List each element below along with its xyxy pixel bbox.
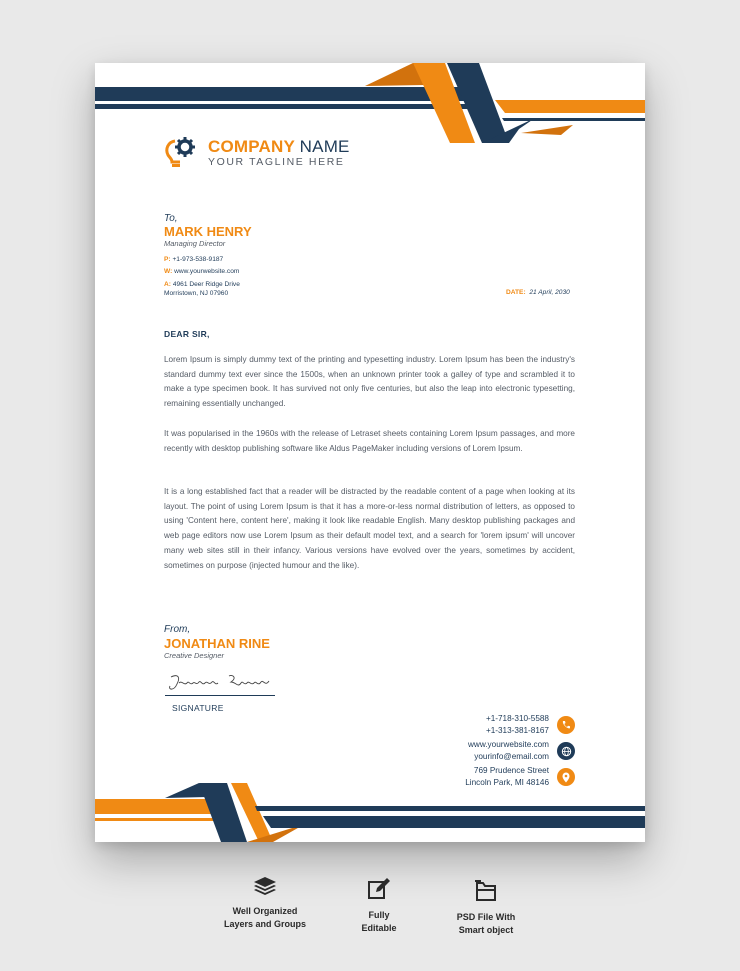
contact-email: yourinfo@email.com (474, 751, 549, 761)
from-label: From, (164, 624, 191, 635)
feature-editable-line2: Editable (361, 923, 397, 933)
sender-name: JONATHAN RINE (164, 636, 270, 651)
edit-icon (367, 876, 391, 900)
contact-website: www.yourwebsite.com (468, 740, 549, 749)
lightbulb-gear-logo-icon (163, 133, 203, 173)
company-name: COMPANY NAME (208, 137, 350, 156)
recipient-website: W: www.yourwebsite.com (164, 268, 240, 275)
feature-layers (205, 876, 325, 931)
to-label: To, (164, 213, 178, 224)
signature-line (165, 695, 275, 696)
recipient-role: Managing Director (164, 239, 226, 248)
contact-address-1: 769 Prudence Street (473, 766, 549, 775)
contact-phones (486, 713, 549, 736)
letter-date: DATE: 21 April, 2030 (506, 289, 570, 296)
contact-address-2: Lincoln Park, MI 48146 (465, 777, 549, 787)
company-tagline: YOUR TAGLINE HERE (208, 156, 345, 168)
body-paragraph-1: Lorem Ipsum is simply dummy text of the printing and typesetting industry. Lorem Ipsum has been the industry's standard dummy text ever since the 1500s, when an unknown printer took a galley of type and scrambled it to make a type specimen book. It has survived not only five centuries, but also the leap into electronic typesetting, remaining essentially unchanged. (164, 355, 575, 409)
handwritten-signature (165, 668, 277, 698)
recipient-name: MARK HENRY (164, 224, 252, 239)
footer-stripes-decoration (95, 778, 645, 842)
body-paragraph-2: It was popularised in the 1960s with the release of Letraset sheets containing Lorem Ipsum passages, and more recently with desktop publishing software like Aldus PageMaker including versions of Lorem Ipsum. (164, 429, 575, 453)
phone-icon (557, 716, 575, 734)
contact-phone-1: +1-718-310-5588 (485, 714, 549, 723)
contact-phone-2: +1-313-381-8167 (485, 725, 549, 735)
feature-editable (334, 876, 424, 935)
signature-label: SIGNATURE (172, 703, 224, 713)
feature-psd-line2: Smart object (458, 925, 514, 935)
feature-layers-line1: Well Organized (232, 906, 298, 916)
recipient-address: A: 4961 Deer Ridge Drive (164, 281, 240, 288)
feature-layers-line2: Layers and Groups (223, 919, 307, 929)
layers-icon (253, 876, 277, 896)
recipient-phone: P: +1-973-538-9187 (164, 256, 224, 263)
globe-icon (557, 742, 575, 760)
letterhead-page (95, 63, 645, 842)
feature-psd (436, 880, 536, 937)
feature-editable-line1: Fully (368, 910, 390, 920)
feature-psd-line1: PSD File With (456, 912, 516, 922)
salutation: DEAR SIR, (164, 329, 210, 339)
sender-role: Creative Designer (164, 651, 225, 660)
contact-web (468, 739, 549, 762)
recipient-address-line2: Morristown, NJ 07960 (164, 290, 229, 297)
body-paragraph-3: It is a long established fact that a reader will be distracted by the readable content of a page when looking at its layout. The point of using Lorem Ipsum is that it has a more-or-less normal distribution of letters, as opposed to using 'Content here, content here', making it look like readable English. Many desktop publishing packages and web page editors now use Lorem Ipsum as their default model text, and a search for 'lorem ipsum' will uncover many web sites still in their infancy. Various versions have evolved over the years, sometimes by accident, sometimes on purpose (injected humour and the like). (164, 487, 575, 570)
folder-icon (474, 880, 498, 902)
